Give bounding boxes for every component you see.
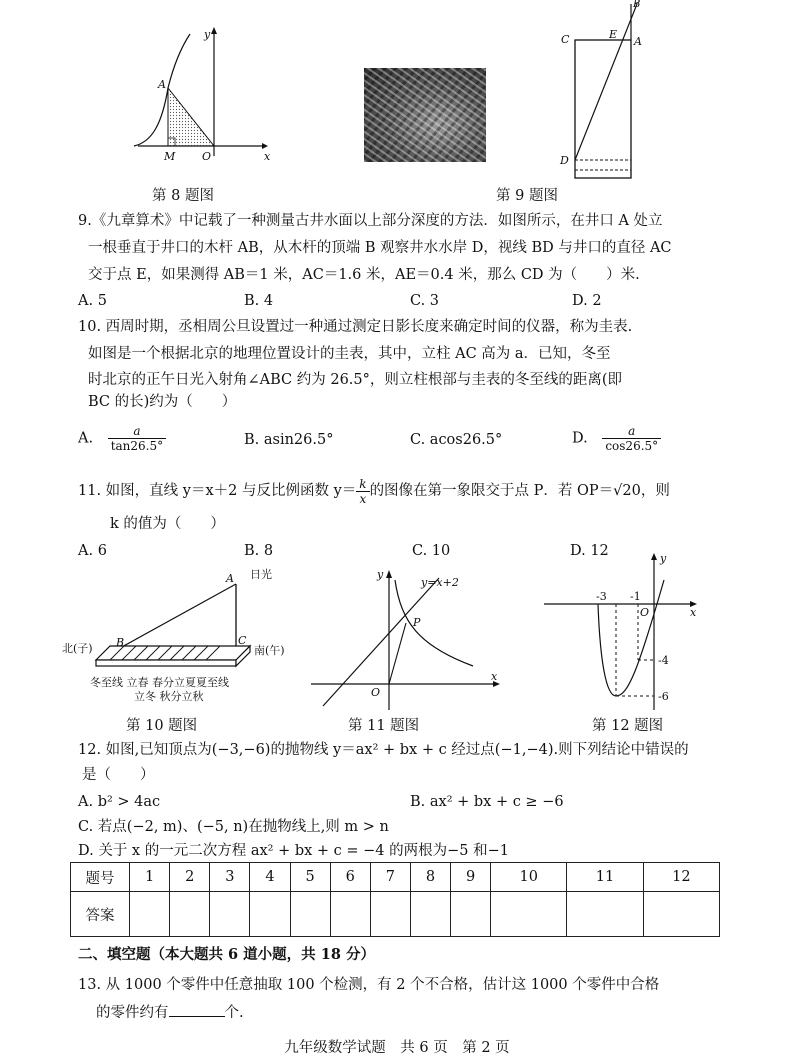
q11-line-1-end: 的图像在第一象限交于点 P．若 OP＝√20，则 [369,483,670,499]
q10-line-1: 10. 西周时期，丞相周公旦设置过一种通过测定日影长度来确定时间的仪器，称为圭表. [78,319,633,335]
q13-line-1: 13. 从 1000 个零件中任意抽取 100 个检测，有 2 个不合格，估计这 1000 个零件中合格 [78,977,660,993]
fig11-label-y: y [377,568,384,581]
question-number-cell: 8 [410,863,450,892]
q10-option-a [78,424,166,453]
fig9-well [575,40,631,178]
answer-cell[interactable] [567,892,643,937]
q10-option-d-fraction [602,424,661,453]
fig9-label-c: C [561,33,570,46]
fig11-label-p: P [413,616,421,629]
q9-option-b: B. 4 [244,293,274,309]
q11-line-2: k 的值为（ ） [110,516,225,532]
fig11-hyperbola [395,580,473,666]
question-number-cell: 10 [491,863,567,892]
fig12-label-m1: -1 [630,590,641,603]
answer-cell[interactable] [290,892,330,937]
q9-option-a: A. 5 [78,293,107,309]
q11-option-c: C. 10 [412,543,451,559]
q9-line-1: 9.《九章算术》中记载了一种测量古井水面以上部分深度的方法．如图所示，在井口 A 处立 [78,213,663,229]
q11-option-a: A. 6 [78,543,107,559]
answer-cell[interactable] [643,892,719,937]
q9-line-3: 交于点 E，如果测得 AB＝1 米，AC＝1.6 米，AE＝0.4 米，那么 CD 为（ ）米. [88,267,640,283]
fig9-label-d: D [560,154,569,167]
q10-option-c: C. acos26.5° [410,432,503,448]
fig12-label-x: x [690,606,697,619]
fig12-caption: 第 12 题图 [592,718,664,734]
question-number-cell: 2 [170,863,210,892]
answer-cell[interactable] [491,892,567,937]
answer-cell[interactable] [130,892,170,937]
answer-table-answer-label: 答案 [71,892,130,937]
q12-option-a: A. b² > 4ac [78,794,161,810]
q13-line-2-end: 个. [224,1005,244,1021]
question-number-cell: 11 [567,863,643,892]
fig12-label-m4: -4 [658,654,669,667]
q11-line-1 [78,476,670,506]
fig11-label-line: y=x+2 [421,576,459,589]
q11-fraction [356,477,369,506]
q10-option-b: B. asin26.5° [244,432,334,448]
fig10-label-row1: 冬至线 立春 春分立夏夏至线 [90,676,229,689]
q11-fraction-denominator: x [359,491,367,506]
answer-table-header-row [71,863,720,892]
figure-10 [60,562,300,712]
question-number-cell: 12 [643,863,719,892]
fig8-shaded-triangle [168,88,214,146]
question-number-cell: 5 [290,863,330,892]
fig12-label-o: O [640,606,650,619]
ancient-well-photo [364,68,486,162]
q9-line-2: 一根垂直于井口的木杆 AB，从木杆的顶端 B 观察井水水岸 D，视线 BD 与井口的直径 AC [88,240,672,256]
fig10-label-north: 北(子) [62,642,93,655]
fig12-label-m6: -6 [658,690,669,703]
fig10-label-b: B [116,636,125,649]
fig11-line [323,578,439,706]
q12-option-d: D. 关于 x 的一元二次方程 ax² + bx + c = −4 的两根为−5 和−1 [78,843,509,859]
question-number-cell: 3 [210,863,250,892]
answer-table-answer-row [71,892,720,937]
q12-option-b: B. ax² + bx + c ≥ −6 [410,794,564,810]
question-number-cell: 1 [130,863,170,892]
fig10-caption: 第 10 题图 [126,718,198,734]
answer-cell[interactable] [170,892,210,937]
fig8-label-y: y [204,28,211,41]
fig10-label-a: A [226,572,234,585]
q10-option-d-numerator: a [602,424,661,439]
q13-answer-blank[interactable] [169,1002,225,1017]
q10-option-d-label: D. [572,430,588,447]
question-number-cell: 4 [250,863,290,892]
question-number-cell: 9 [451,863,491,892]
q13-line-2 [96,1002,244,1022]
q10-option-a-numerator: a [108,424,166,439]
fig8-label-x: x [264,150,271,163]
q11-option-d: D. 12 [570,543,609,559]
q10-option-a-label: A. [78,430,94,447]
fig11-caption: 第 11 题图 [348,718,420,734]
answer-table [70,862,720,937]
fig10-sunlight [120,584,236,648]
fig10-label-c: C [238,634,247,647]
q10-option-d [572,424,661,453]
fig12-label-y: y [660,552,667,565]
fig12-label-m3: -3 [596,590,607,603]
fig10-label-south: 南(午) [254,644,285,657]
fig10-label-sun: 日光 [250,568,272,581]
section-2-title: 二、填空题（本大题共 6 道小题，共 18 分） [78,946,375,963]
q13-line-2-start: 的零件约有 [96,1005,169,1021]
fig10-label-row2: 立冬 秋分立秋 [134,690,204,703]
q10-option-a-fraction [108,424,166,453]
q10-option-d-denominator: cos26.5° [605,439,659,453]
figure-8 [130,24,280,164]
question-number-cell: 6 [330,863,370,892]
answer-cell[interactable] [410,892,450,937]
fig8-label-o: O [202,150,212,163]
figure-12 [540,550,700,712]
fig9-caption: 第 9 题图 [496,188,558,204]
answer-cell[interactable] [370,892,410,937]
q9-option-c: C. 3 [410,293,440,309]
fig11-label-o: O [371,686,381,699]
answer-cell[interactable] [210,892,250,937]
fig11-segment-op [389,623,406,684]
fig11-label-x: x [491,670,498,683]
q12-line-2: 是（ ） [82,767,155,783]
q10-option-a-denominator: tan26.5° [110,439,164,453]
answer-cell[interactable] [250,892,290,937]
fig8-label-a: A [158,78,166,91]
q12-line-1: 12. 如图,已知顶点为(−3,−6)的抛物线 y＝ax² + bx + c 经过点(−1,−4).则下列结论中错误的 [78,742,689,758]
q11-line-1-start: 11. 如图，直线 y＝x＋2 与反比例函数 y＝ [78,483,357,499]
fig9-label-b: B [633,0,641,10]
page-footer: 九年级数学试题 共 6 页 第 2 页 [284,1040,510,1056]
answer-cell[interactable] [330,892,370,937]
q10-line-2: 如图是一个根据北京的地理位置设计的圭表，其中，立柱 AC 高为 a．已知，冬至 [88,346,611,362]
fig9-sight-bd [575,4,637,160]
q12-option-c: C. 若点(−2, m)、(−5, n)在抛物线上,则 m > n [78,819,389,835]
q10-line-4: BC 的长)约为（ ） [88,394,237,410]
answer-cell[interactable] [451,892,491,937]
fig8-label-m: M [164,150,176,163]
question-number-cell: 7 [370,863,410,892]
fig9-label-e: E [609,28,618,41]
fig9-label-a: A [634,35,642,48]
q10-line-3: 时北京的正午日光入射角∠ABC 约为 26.5°，则立柱根部与圭表的冬至线的距离(即 [88,372,623,388]
figure-11 [305,562,505,714]
answer-table-header-label: 题号 [71,863,130,892]
figure-9 [555,0,655,184]
fig8-caption: 第 8 题图 [152,188,214,204]
q11-option-b: B. 8 [244,543,274,559]
q9-option-d: D. 2 [572,293,602,309]
q11-fraction-numerator: k [356,477,369,492]
